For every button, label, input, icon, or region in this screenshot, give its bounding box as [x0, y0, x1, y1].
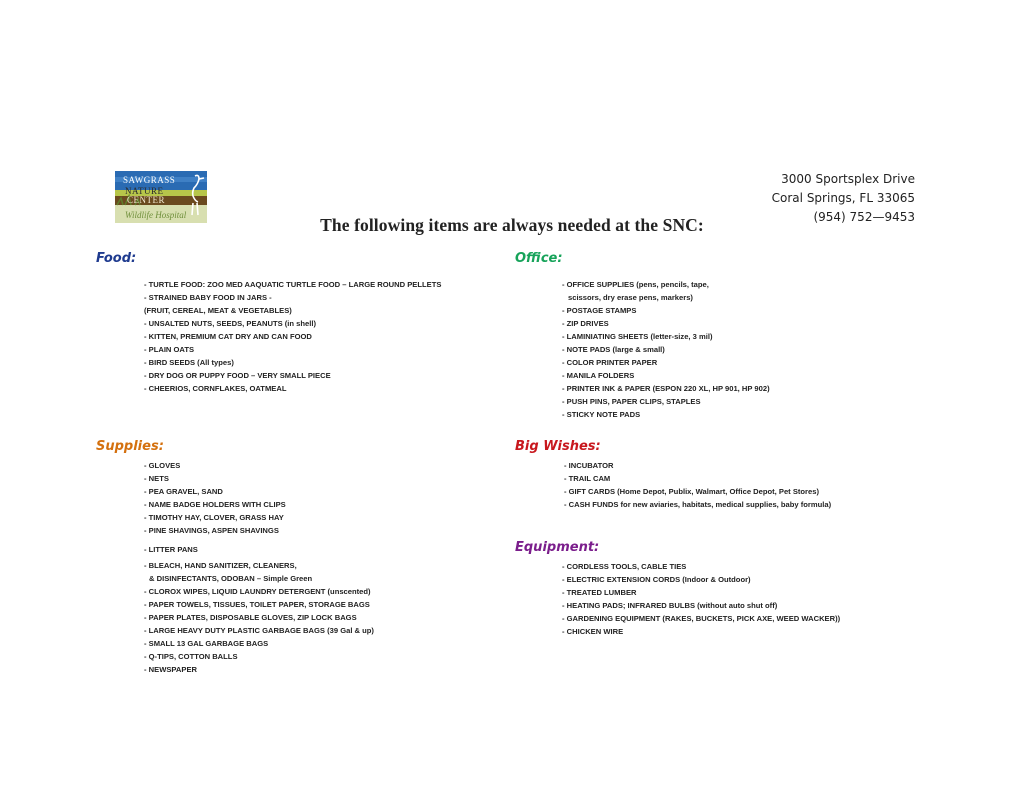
supplies-list-continued: [144, 543, 374, 676]
list-item: - Q-TIPS, COTTON BALLS: [144, 652, 238, 661]
list-item: - MANILA FOLDERS: [562, 371, 635, 380]
address-street: 3000 Sportsplex Drive: [781, 172, 915, 186]
list-item: - GLOVES: [144, 461, 181, 470]
list-item: - ELECTRIC EXTENSION CORDS (Indoor & Outdoor): [562, 575, 751, 584]
section-title-equipment: Equipment:: [515, 540, 600, 555]
svg-text:NATURE: NATURE: [125, 186, 164, 196]
equipment-list: [562, 560, 840, 638]
list-item: - HEATING PADS; INFRARED BULBS (without auto shut off): [562, 601, 778, 610]
list-item: - STICKY NOTE PADS: [562, 410, 641, 419]
list-item: - TIMOTHY HAY, CLOVER, GRASS HAY: [144, 513, 284, 522]
list-item: - NETS: [144, 474, 169, 483]
list-item: - DRY DOG OR PUPPY FOOD – VERY SMALL PIECE: [144, 371, 331, 380]
section-title-supplies: Supplies:: [96, 439, 164, 454]
section-title-food: Food:: [96, 251, 137, 266]
list-item: - TREATED LUMBER: [562, 588, 637, 597]
section-title-big-wishes: Big Wishes:: [515, 439, 601, 454]
list-item: - GARDENING EQUIPMENT (RAKES, BUCKETS, PICK AXE, WEED WACKER)): [562, 614, 841, 623]
list-item: - SMALL 13 GAL GARBAGE BAGS: [144, 639, 269, 648]
list-item: - LITTER PANS: [144, 545, 198, 554]
list-item: - COLOR PRINTER PAPER: [562, 358, 658, 367]
list-item: scissors, dry erase pens, markers): [568, 293, 693, 302]
list-item: - TURTLE FOOD: ZOO MED AAQUATIC TURTLE FOOD – LARGE ROUND PELLETS: [144, 280, 442, 289]
list-item: - OFFICE SUPPLIES (pens, pencils, tape,: [562, 280, 709, 289]
supplies-list: [144, 459, 286, 537]
list-item: - POSTAGE STAMPS: [562, 306, 637, 315]
list-item: - PEA GRAVEL, SAND: [144, 487, 223, 496]
list-item: - CLOROX WIPES, LIQUID LAUNDRY DETERGENT (unscented): [144, 587, 371, 596]
list-item: - PAPER PLATES, DISPOSABLE GLOVES, ZIP LOCK BAGS: [144, 613, 357, 622]
svg-text:Wildlife Hospital: Wildlife Hospital: [125, 210, 187, 220]
list-item: - PLAIN OATS: [144, 345, 195, 354]
office-list: [562, 278, 770, 421]
address-city: Coral Springs, FL 33065: [771, 191, 915, 205]
section-title-office: Office:: [515, 251, 563, 266]
svg-text:CENTER: CENTER: [127, 195, 165, 205]
list-item: - TRAIL CAM: [564, 474, 611, 483]
list-item: - CHEERIOS, CORNFLAKES, OATMEAL: [144, 384, 287, 393]
list-item: - PUSH PINS, PAPER CLIPS, STAPLES: [562, 397, 701, 406]
list-item: (FRUIT, CEREAL, MEAT & VEGETABLES): [144, 306, 292, 315]
list-item: - NEWSPAPER: [144, 665, 198, 674]
list-item: - BLEACH, HAND SANITIZER, CLEANERS,: [144, 561, 297, 570]
list-item: - CHICKEN WIRE: [562, 627, 624, 636]
list-item: - LAMINIATING SHEETS (letter-size, 3 mil): [562, 332, 713, 341]
list-item: - CASH FUNDS for new aviaries, habitats, medical supplies, baby formula): [564, 500, 832, 509]
list-item: - BIRD SEEDS (All types): [144, 358, 234, 367]
list-item: - UNSALTED NUTS, SEEDS, PEANUTS (in shell): [144, 319, 316, 328]
list-item: & DISINFECTANTS, ODOBAN – Simple Green: [149, 574, 313, 583]
list-item: - INCUBATOR: [564, 461, 614, 470]
list-item: - PAPER TOWELS, TISSUES, TOILET PAPER, STORAGE BAGS: [144, 600, 370, 609]
page-title: The following items are always needed at the SNC:: [320, 215, 704, 235]
list-item: - CORDLESS TOOLS, CABLE TIES: [562, 562, 687, 571]
list-item: - PRINTER INK & PAPER (ESPON 220 XL, HP 901, HP 902): [562, 384, 770, 393]
list-item: - GIFT CARDS (Home Depot, Publix, Walmart, Office Depot, Pet Stores): [564, 487, 819, 496]
list-item: - KITTEN, PREMIUM CAT DRY AND CAN FOOD: [144, 332, 312, 341]
list-item: - STRAINED BABY FOOD IN JARS -: [144, 293, 272, 302]
list-item: - NOTE PADS (large & small): [562, 345, 665, 354]
food-list: [144, 278, 441, 395]
address-phone: (954) 752—9453: [813, 210, 915, 224]
list-item: - LARGE HEAVY DUTY PLASTIC GARBAGE BAGS (39 Gal & up): [144, 626, 374, 635]
list-item: - ZIP DRIVES: [562, 319, 609, 328]
big-wishes-list: [564, 459, 831, 511]
svg-text:SAWGRASS: SAWGRASS: [123, 175, 176, 185]
list-item: - PINE SHAVINGS, ASPEN SHAVINGS: [144, 526, 279, 535]
list-item: - NAME BADGE HOLDERS WITH CLIPS: [144, 500, 286, 509]
